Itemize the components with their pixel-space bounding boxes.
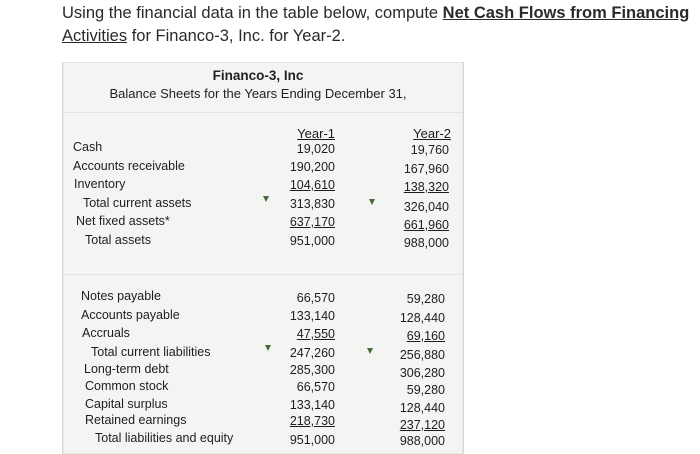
company-name: Financo-3, Inc <box>212 68 304 83</box>
row-label-accounts-receivable: Accounts receivable <box>73 159 185 173</box>
accruals-year-1: 47,550 <box>296 327 335 341</box>
row-label-cash: Cash <box>73 140 103 154</box>
accruals-year-2: 69,160 <box>406 329 445 343</box>
grid-line <box>63 112 463 113</box>
tick-mark <box>369 199 375 205</box>
row-label-retained-earnings: Retained earnings <box>85 413 187 427</box>
sheet-subtitle: Balance Sheets for the Years Ending December 31, <box>109 86 407 101</box>
notes-payable-year-1: 66,570 <box>296 291 335 305</box>
total-current-liabilities-year-2: 256,880 <box>399 348 445 362</box>
accounts-receivable-year-1: 190,200 <box>289 160 335 174</box>
cash-year-1: 19,020 <box>296 142 335 156</box>
question-prefix: Using the financial data in the table below, compute <box>62 4 443 22</box>
row-label-total-liabilities-and-equity: Total liabilities and equity <box>95 431 234 445</box>
year-1-header: Year-1 <box>297 126 335 141</box>
row-label-accruals: Accruals <box>82 326 130 340</box>
total-current-assets-year-1: 313,830 <box>289 197 335 211</box>
net-fixed-assets-year-2: 661,960 <box>403 218 449 232</box>
capital-surplus-year-2: 128,440 <box>399 401 445 415</box>
net-fixed-assets-year-1: 637,170 <box>289 215 335 229</box>
inventory-year-1: 104,610 <box>289 178 335 192</box>
row-label-accounts-payable: Accounts payable <box>81 308 180 322</box>
balance-sheet-table <box>62 62 464 454</box>
grid-line <box>63 274 463 275</box>
cash-year-2: 19,760 <box>410 143 449 157</box>
long-term-debt-year-1: 285,300 <box>289 363 335 377</box>
row-label-capital-surplus: Capital surplus <box>85 397 168 411</box>
total-current-assets-year-2: 326,040 <box>403 200 449 214</box>
row-label-total-current-liabilities: Total current liabilities <box>91 345 211 359</box>
total-assets-year-2: 988,000 <box>403 236 449 250</box>
row-label-total-current-assets: Total current assets <box>83 196 192 210</box>
capital-surplus-year-1: 133,140 <box>289 398 335 412</box>
notes-payable-year-2: 59,280 <box>406 292 445 306</box>
total-liabilities-and-equity-year-2: 988,000 <box>399 434 445 448</box>
question-activities: Activities <box>62 27 128 45</box>
question-text <box>62 2 692 48</box>
row-label-notes-payable: Notes payable <box>81 289 161 303</box>
total-assets-year-1: 951,000 <box>289 234 335 248</box>
inventory-year-2: 138,320 <box>403 180 449 194</box>
accounts-payable-year-1: 133,140 <box>289 309 335 323</box>
row-label-net-fixed-assets: Net fixed assets* <box>76 214 170 228</box>
long-term-debt-year-2: 306,280 <box>399 366 445 380</box>
row-label-long-term-debt: Long-term debt <box>84 362 169 376</box>
year-2-header: Year-2 <box>413 126 451 141</box>
question-suffix: for Financo-3, Inc. for Year-2. <box>127 27 346 45</box>
retained-earnings-year-1: 218,730 <box>289 414 335 428</box>
row-label-total-assets: Total assets <box>85 233 152 247</box>
accounts-receivable-year-2: 167,960 <box>403 162 449 176</box>
total-current-liabilities-year-1: 247,260 <box>289 346 335 360</box>
retained-earnings-year-2: 237,120 <box>399 418 445 432</box>
total-liabilities-and-equity-year-1: 951,000 <box>289 433 335 447</box>
row-label-inventory: Inventory <box>74 177 126 191</box>
accounts-payable-year-2: 128,440 <box>399 311 445 325</box>
row-label-common-stock: Common stock <box>85 379 169 393</box>
question-highlight: Net Cash Flows from Financing <box>442 4 690 22</box>
common-stock-year-2: 59,280 <box>406 383 445 397</box>
common-stock-year-1: 66,570 <box>296 380 335 394</box>
